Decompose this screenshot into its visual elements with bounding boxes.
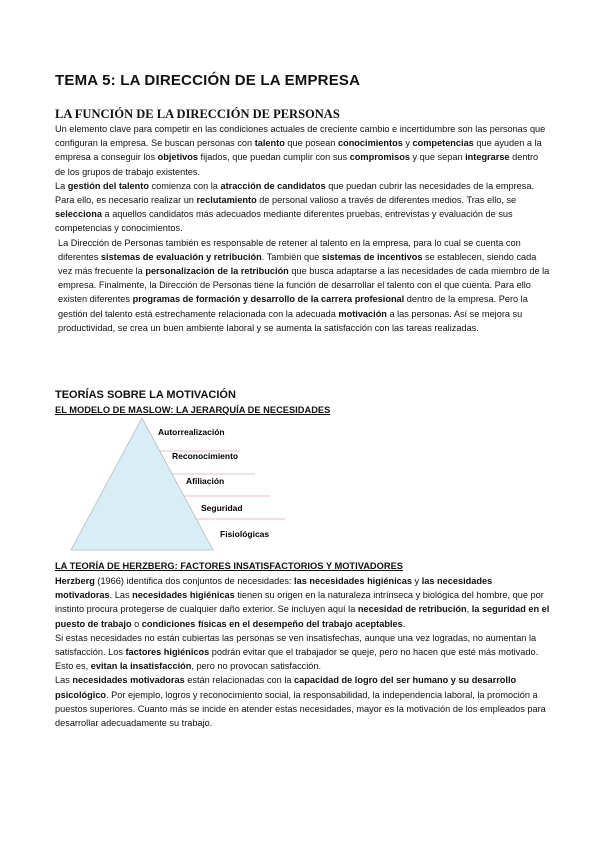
pyramid-level-3: Afiliación [186,476,225,486]
pyramid-level-1: Autorrealización [158,427,225,437]
paragraph-herzberg: Herzberg (1966) identifica dos conjuntos de necesidades: las necesidades higiénicas y las necesidades motivadoras. Las necesidades higiénicas tienen su origen en la naturaleza intrínseca y biológica del hombre, que por instinto procura protegerse de cualquier daño exterior. Se incluyen aquí la necesidad de retribución, la seguridad en el puesto de trabajo o condiciones físicas en el desempeño del trabajo aceptables. [55,576,550,629]
paragraph-necesidades-motivadoras: Las necesidades motivadoras están relacionadas con la capacidad de logro del ser humano y su desarrollo psicológico. Por ejemplo, logros y reconocimiento social, la responsabilidad, la independencia laboral, la promoción a puestos superiores. Cuanto más se incide en atender estas necesidades, mayor es la motivación de los empleados para desarrollar adecuadamente su trabajo. [55,675,546,729]
section-1-body [55,122,550,335]
herzberg-heading: LA TEORÍA DE HERZBERG: FACTORES INSATISFACTORIOS Y MOTIVADORES [55,561,403,571]
paragraph-retencion: La Dirección de Personas también es responsable de retener al talento en la empresa, para lo cual se cuenta con diferentes sistemas de evaluación y retribución. También que sistemas de incentivos se establecen, siendo cada vez más frecuente la personalización de la retribución que busca adaptarse a las necesidades de cada miembro de la empresa. Finalmente, la Dirección de Personas tiene la función de desarrollar el talento con el que cuenta. Para ello existen diferentes programas de formación y desarrollo de la carrera profesional dentro de la empresa. Pero la gestión del talento está estrechamente relacionada con la adecuada motivación a las personas. Así se mejora su productividad, se crea un buen ambiente laboral y se aumenta la satisfacción con las tareas realizadas. [58,237,550,333]
pyramid-level-5: Fisiológicas [220,529,270,539]
paragraph-talento: Un elemento clave para competir en las condiciones actuales de creciente cambio e incertidumbre son las personas que configuran la empresa. Se buscan personas con talento que posean conocimientos y competencias que ayuden a la empresa a conseguir los objetivos fijados, que puedan cumplir con sus compromisos y que sepan integrarse dentro de los grupos de trabajo existentes. [55,124,546,177]
section-heading-motivacion: TEORÍAS SOBRE LA MOTIVACIÓN [55,389,236,401]
section-2-body [55,574,550,730]
maslow-pyramid [0,413,600,553]
maslow-heading: EL MODELO DE MASLOW: LA JERARQUÍA DE NECESIDADES [55,405,331,415]
pyramid-level-4: Seguridad [201,503,243,513]
section-heading-direccion-personas: LA FUNCIÓN DE LA DIRECCIÓN DE PERSONAS [55,107,340,121]
pyramid-level-2: Reconocimiento [172,451,239,461]
paragraph-gestion-talento: La gestión del talento comienza con la atracción de candidatos que puedan cubrir las necesidades de la empresa. Para ello, es necesario realizar un reclutamiento de personal valioso a través de diferentes medios. Tras ello, se selecciona a aquellos candidatos más adecuados mediante diferentes pruebas, entrevistas y evaluación de sus competencias y conocimientos. [55,180,535,234]
document-title: TEMA 5: LA DIRECCIÓN DE LA EMPRESA [55,72,361,89]
paragraph-factores-higienicos: Si estas necesidades no están cubiertas las personas se ven insatisfechas, aunque una vez logradas, no aumentan la satisfacción. Los factores higiénicos podrán evitar que el trabajador se queje, pero no hacen que esté más motivado. Esto es, evitan la insatisfacción, pero no provocan satisfacción. [55,632,539,672]
